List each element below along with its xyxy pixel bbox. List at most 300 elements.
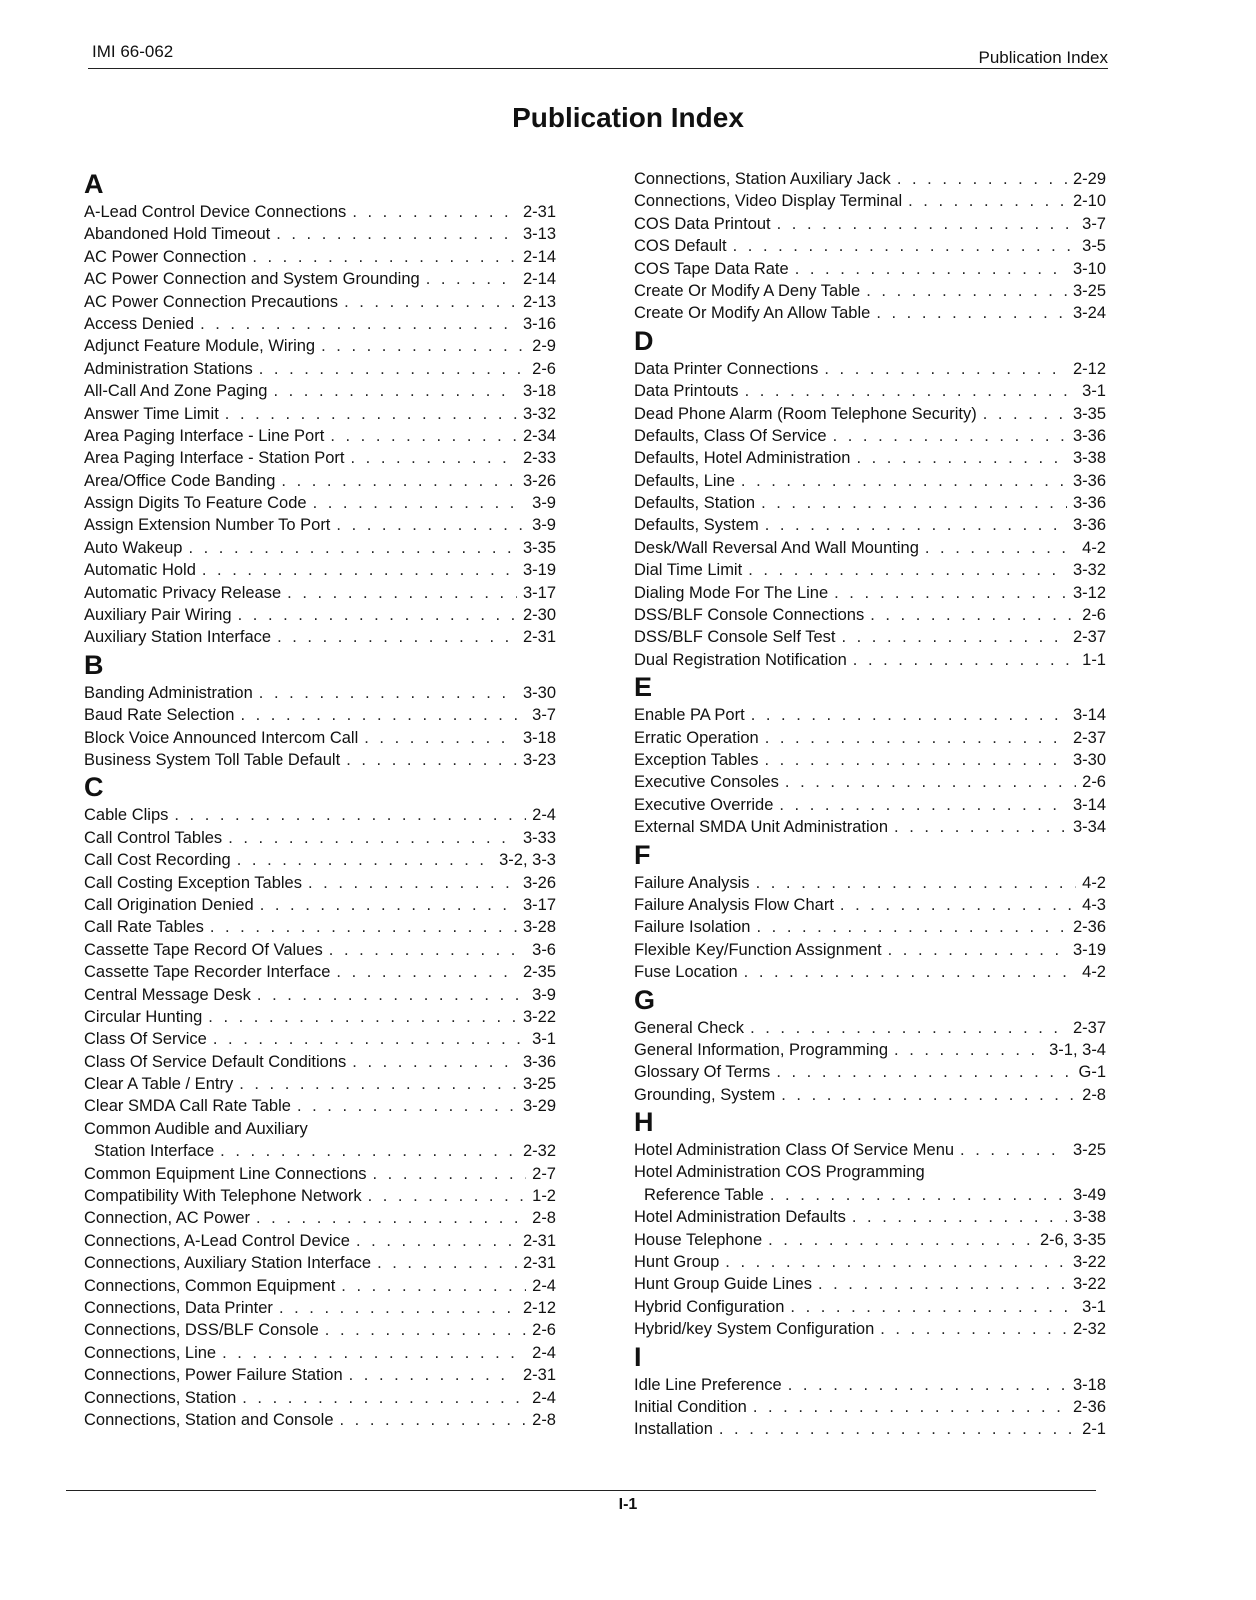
index-entry-term: Defaults, System [634,516,759,535]
index-entry-page: 2-32 [1072,1320,1106,1339]
dot-leader [741,470,1067,492]
dot-leader [818,1273,1067,1295]
dot-leader [325,1319,526,1341]
dot-leader [983,403,1067,425]
index-entry-page: 2-30 [522,606,556,625]
index-entry-term: COS Data Printout [634,214,771,233]
index-entry-term: Connections, A-Lead Control Device [84,1231,350,1250]
index-entry [626,704,1106,726]
dot-leader [761,492,1067,514]
index-entry-term: Desk/Wall Reversal And Wall Mounting [634,538,919,557]
index-entry-page: 2-10 [1072,192,1106,211]
index-entry [626,190,1106,212]
dot-leader [252,246,517,268]
dot-leader [259,682,517,704]
index-entry-term: Connections, Line [84,1343,217,1362]
index-entry-term: Connections, Station and Console [84,1410,334,1429]
dot-leader [880,1318,1067,1340]
dot-leader [756,916,1066,938]
index-entry-page: 3-30 [522,683,556,702]
index-entry [626,961,1106,983]
index-entry [626,492,1106,514]
index-entry [626,1251,1106,1273]
index-entry [76,1319,556,1341]
index-entry-term: Create Or Modify A Deny Table [634,281,861,300]
index-entry [76,894,556,916]
index-entry [76,1118,556,1140]
index-section-letter: C [84,772,104,803]
index-entry-term: Auxiliary Station Interface [84,628,272,647]
dot-leader [765,514,1067,536]
dot-leader [228,827,517,849]
index-entry-term: Call Rate Tables [84,918,204,937]
index-entry [76,1364,556,1386]
index-entry-term: Common Audible and Auxiliary [84,1119,308,1138]
index-entry [626,1139,1106,1161]
dot-leader [340,1409,527,1431]
dot-leader [297,1095,517,1117]
dot-leader [377,1252,517,1274]
dot-leader [200,313,517,335]
index-entry-page: 3-36 [1072,471,1106,490]
index-entry-page: 2-31 [522,203,556,221]
index-entry [76,425,556,447]
index-entry-term: Connections, Station Auxiliary Jack [634,170,891,188]
index-entry [76,984,556,1006]
dot-leader [188,537,517,559]
index-entry [626,1418,1106,1440]
index-entry-page: 3-36 [1072,426,1106,445]
index-entry [626,749,1106,771]
index-entry-page: 3-18 [522,382,556,401]
index-entry-term: Hybrid/key System Configuration [634,1320,875,1339]
index-entry-page: G-1 [1078,1063,1106,1082]
dot-leader [276,223,517,245]
index-entry-term: Common Equipment Line Connections [84,1164,367,1183]
index-entry-term: Call Origination Denied [84,895,254,914]
index-entry-term: Cassette Tape Recorder Interface [84,963,331,982]
page-title: Publication Index [512,102,744,133]
index-entry-page: 3-9 [532,494,556,513]
index-entry-page: 2-8 [1082,1085,1106,1104]
index-entry-page: 3-2, 3-3 [499,851,556,870]
dot-leader [259,358,526,380]
index-entry-page: 1-1 [1082,650,1106,669]
index-entry-page: 2-36 [1072,918,1106,937]
index-entry-term: A-Lead Control Device Connections [84,203,347,221]
index-entry [76,380,556,402]
index-entry-page: 2-34 [522,426,556,445]
dot-leader [356,1230,517,1252]
index-entry-term: Compatibility With Telephone Network [84,1187,362,1206]
index-entry-term: Reference Table [644,1185,764,1204]
index-entry-term: Call Costing Exception Tables [84,873,302,892]
index-entry [76,749,556,771]
dot-leader [344,291,517,313]
index-entry-term: Adjunct Feature Module, Wiring [84,337,316,356]
index-entry-page: 3-16 [522,314,556,333]
index-entry-term: Defaults, Hotel Administration [634,449,851,468]
index-entry-term: Connections, Power Failure Station [84,1366,343,1385]
index-entry-page: 3-34 [1072,818,1106,837]
index-entry [626,794,1106,816]
index-entry [76,1163,556,1185]
index-entry [76,1028,556,1050]
index-entry-term: Area/Office Code Banding [84,471,276,490]
index-entry [626,894,1106,916]
index-section-letter: B [84,649,104,680]
dot-leader [373,1163,527,1185]
dot-leader [719,1418,1076,1440]
dot-leader [213,1028,526,1050]
dot-leader [745,380,1077,402]
index-entry-term: Idle Line Preference [634,1375,782,1394]
index-entry-term: Block Voice Announced Intercom Call [84,728,359,747]
dot-leader [225,403,517,425]
dot-leader [894,816,1067,838]
index-entry-term: Connections, Common Equipment [84,1276,336,1295]
dot-leader [202,559,517,581]
dot-leader [257,984,526,1006]
dot-leader [364,727,517,749]
index-entry-term: Dialing Mode For The Line [634,583,829,602]
index-entry [76,1387,556,1409]
index-entry [626,604,1106,626]
index-entry [626,168,1106,190]
index-entry-term: Class Of Service Default Conditions [84,1052,347,1071]
dot-leader [256,1207,526,1229]
index-entry-page: 3-1, 3-4 [1049,1040,1106,1059]
index-entry-page: 3-36 [1072,494,1106,513]
index-entry [76,1006,556,1028]
index-entry-page: 3-19 [1072,940,1106,959]
dot-leader [277,626,517,648]
index-entry [626,1396,1106,1418]
index-entry [76,582,556,604]
index-entry-term: Abandoned Hold Timeout [84,225,271,244]
index-entry [626,447,1106,469]
index-entry-page: 3-35 [522,538,556,557]
index-entry-page: 2-36 [1072,1397,1106,1416]
index-entry [626,280,1106,302]
index-entry-page: 2-6 [1082,773,1106,792]
dot-leader [238,604,517,626]
index-entry [76,872,556,894]
index-entry [76,246,556,268]
index-entry-term: Connections, Auxiliary Station Interface [84,1254,372,1273]
index-entry [626,1017,1106,1039]
index-entry-page: 3-1 [1082,1297,1106,1316]
page-number: I-1 [618,1496,638,1513]
index-entry [76,1185,556,1207]
index-entry-page: 2-8 [532,1209,556,1228]
dot-leader [834,582,1067,604]
index-entry-page: 2-31 [522,1366,556,1385]
index-entry-term: Grounding, System [634,1085,776,1104]
index-entry-term: Flexible Key/Function Assignment [634,940,882,959]
index-entry-term: DSS/BLF Console Connections [634,606,865,625]
index-column-left [76,168,556,1431]
index-entry-term: General Information, Programming [634,1040,889,1059]
dot-leader [795,258,1067,280]
index-entry-term: Automatic Hold [84,561,196,580]
index-entry [76,514,556,536]
dot-leader [790,1296,1076,1318]
dot-leader [352,201,517,223]
dot-leader [368,1185,527,1207]
index-entry-term: Dead Phone Alarm (Room Telephone Security) [634,404,977,423]
dot-leader [870,604,1076,626]
dot-leader [764,749,1067,771]
dot-leader [321,335,526,357]
index-entry [626,470,1106,492]
index-entry-page: 3-22 [522,1007,556,1026]
index-entry-page: 4-2 [1082,873,1106,892]
dot-leader [733,235,1077,257]
index-entry [76,727,556,749]
index-entry-page: 3-1 [532,1030,556,1049]
index-entry [76,1073,556,1095]
index-entry [76,626,556,648]
index-entry [626,626,1106,648]
index-entry-term: COS Tape Data Rate [634,259,789,278]
dot-leader [960,1139,1067,1161]
index-entry [626,916,1106,938]
index-entry-page: 4-2 [1082,963,1106,982]
index-entry-term: Failure Analysis [634,873,750,892]
index-entry [626,302,1106,324]
index-entry-term: Business System Toll Table Default [84,750,341,769]
index-entry-term: Cable Clips [84,806,169,825]
index-entry [626,1318,1106,1340]
index-entry-page: 2-8 [532,1410,556,1429]
index-entry-page: 2-4 [532,1343,556,1362]
header-section-title: Publication Index [978,48,1108,67]
index-entry [76,291,556,313]
index-entry [76,313,556,335]
dot-leader [352,1051,517,1073]
index-entry-page: 3-14 [1072,706,1106,725]
index-entry-term: Assign Extension Number To Port [84,516,331,535]
index-entry [76,804,556,826]
index-entry-page: 2-31 [522,1254,556,1273]
index-entry-term: Glossary Of Terms [634,1063,771,1082]
index-entry [76,492,556,514]
index-entry-term: Station Interface [94,1142,215,1161]
index-entry [626,1273,1106,1295]
index-entry [626,258,1106,280]
dot-leader [426,268,517,290]
dot-leader [765,727,1067,749]
index-entry-page: 2-31 [522,1231,556,1250]
index-entry-term: Data Printer Connections [634,359,819,378]
index-entry-term: House Telephone [634,1230,763,1249]
index-entry-page: 2-6 [532,1321,556,1340]
dot-leader [220,1140,517,1162]
index-entry-page: 3-32 [1072,561,1106,580]
index-entry-page: 3-25 [522,1075,556,1094]
index-entry-page: 2-6, 3-35 [1039,1230,1106,1249]
index-section-letter: A [84,169,104,199]
index-entry-term: Dual Registration Notification [634,650,847,669]
dot-leader [273,380,517,402]
index-entry-page: 4-3 [1082,895,1106,914]
dot-leader [753,1396,1067,1418]
dot-leader [888,939,1067,961]
index-entry [76,961,556,983]
index-entry-term: Hotel Administration COS Programming [634,1163,925,1182]
index-entry [76,827,556,849]
dot-leader [222,1342,526,1364]
index-entry-term: Auxiliary Pair Wiring [84,606,232,625]
index-entry [76,939,556,961]
index-entry-term: Cassette Tape Record Of Values [84,940,323,959]
index-entry-term: Hunt Group [634,1253,720,1272]
index-entry-page: 3-17 [522,895,556,914]
index-entry-term: Area Paging Interface - Station Port [84,449,345,468]
index-entry-page: 2-37 [1072,1018,1106,1037]
index-entry-term: Connections, Station [84,1388,237,1407]
index-section-letter: E [634,672,653,703]
index-entry-term: Defaults, Line [634,471,735,490]
dot-leader [725,1251,1067,1273]
index-entry-term: Hybrid Configuration [634,1297,785,1316]
index-entry [626,514,1106,536]
dot-leader [336,961,517,983]
index-entry-page: 3-18 [1072,1375,1106,1394]
index-section-letter: I [634,1341,642,1372]
index-entry-page: 3-19 [522,561,556,580]
index-entry-term: Dial Time Limit [634,561,743,580]
index-entry-page: 3-9 [532,985,556,1004]
index-entry-term: Assign Digits To Feature Code [84,494,307,513]
index-entry-term: Hotel Administration Defaults [634,1208,846,1227]
footer-rule [66,1490,1096,1491]
index-entry-term: Clear SMDA Call Rate Table [84,1097,291,1116]
index-entry-page: 2-31 [522,628,556,647]
index-entry [76,223,556,245]
dot-leader [856,447,1067,469]
index-entry-page: 3-18 [522,728,556,747]
index-entry [626,649,1106,671]
index-entry-page: 2-6 [532,359,556,378]
index-entry [76,1095,556,1117]
index-entry [626,816,1106,838]
index-entry-term: Baud Rate Selection [84,706,235,725]
dot-leader [346,749,517,771]
index-entry-page: 3-38 [1072,1208,1106,1227]
dot-leader [210,916,517,938]
index-entry-page: 3-22 [1072,1253,1106,1272]
index-entry-term: Defaults, Station [634,494,756,513]
index-entry-page: 2-12 [522,1298,556,1317]
index-entry [626,358,1106,380]
index-entry-page: 3-7 [532,706,556,725]
index-entry-term: Executive Override [634,795,774,814]
dot-leader [208,1006,517,1028]
index-entry [626,380,1106,402]
index-entry [76,201,556,223]
index-entry-page: 3-17 [522,583,556,602]
dot-leader [840,894,1076,916]
index-entry [626,1061,1106,1083]
dot-leader [894,1039,1043,1061]
dot-leader [781,1084,1076,1106]
index-entry-term: Fuse Location [634,963,738,982]
dot-leader [744,961,1076,983]
index-entry [76,1409,556,1431]
dot-leader [350,447,516,469]
index-entry-term: Call Control Tables [84,828,223,847]
index-entry-page: 2-35 [522,963,556,982]
dot-leader [785,771,1076,793]
dot-leader [750,1017,1067,1039]
index-entry-term: Erratic Operation [634,728,759,747]
dot-leader [260,894,517,916]
index-entry-term: Clear A Table / Entry [84,1075,234,1094]
index-entry-term: Defaults, Class Of Service [634,426,827,445]
index-entry [76,1207,556,1229]
index-entry-page: 3-25 [1072,281,1106,300]
dot-leader [329,939,526,961]
index-entry-page: 2-13 [522,292,556,311]
dot-leader [841,626,1067,648]
index-entry-page: 3-10 [1072,259,1106,278]
index-entry-page: 3-26 [522,471,556,490]
index-entry-page: 2-37 [1072,728,1106,747]
dot-leader [779,794,1067,816]
index-entry [76,1230,556,1252]
index-entry-term: Enable PA Port [634,706,745,725]
index-entry-page: 2-7 [532,1164,556,1183]
index-entry-page: 2-29 [1072,170,1106,188]
index-entry-page: 2-4 [532,806,556,825]
index-entry-page: 3-29 [522,1097,556,1116]
index-section-letter: D [634,325,654,356]
index-entry [76,358,556,380]
index-entry-page: 3-14 [1072,795,1106,814]
index-entry [76,1252,556,1274]
index-entry-page: 2-32 [522,1142,556,1161]
index-entry [626,1161,1106,1183]
dot-leader [853,649,1076,671]
dot-leader [240,704,526,726]
index-entry-page: 3-5 [1082,237,1106,256]
dot-leader [908,190,1067,212]
dot-leader [876,302,1067,324]
index-entry-page: 3-12 [1072,583,1106,602]
index-entry-page: 3-26 [522,873,556,892]
index-entry-page: 3-9 [532,516,556,535]
dot-leader [349,1364,517,1386]
index-entry-term: All-Call And Zone Paging [84,382,268,401]
index-entry [626,403,1106,425]
index-entry [76,604,556,626]
index-entry [626,771,1106,793]
dot-leader [777,213,1077,235]
index-entry-term: Executive Consoles [634,773,779,792]
dot-leader [279,1297,517,1319]
index-entry [76,1140,556,1162]
dot-leader [897,168,1067,190]
dot-leader [308,872,517,894]
dot-leader [866,280,1067,302]
index-entry-page: 3-1 [1082,382,1106,401]
index-entry-term: Connections, DSS/BLF Console [84,1321,319,1340]
index-entry [626,582,1106,604]
index-entry-page: 2-1 [1082,1420,1106,1439]
index-entry-page: 2-14 [522,270,556,289]
